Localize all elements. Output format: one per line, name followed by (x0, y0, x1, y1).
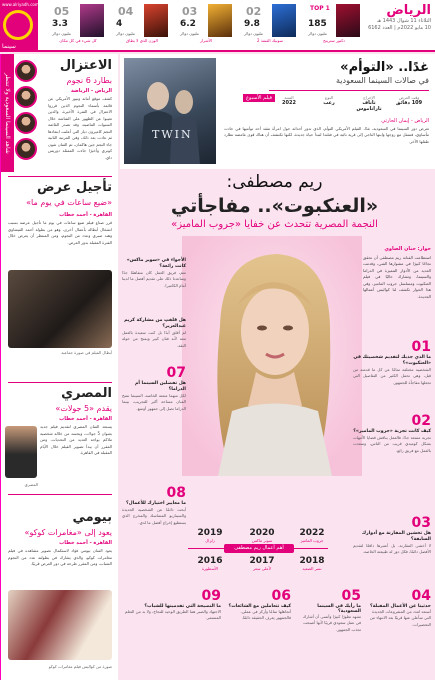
qa-number: 06 (271, 588, 291, 604)
avatar (15, 138, 37, 160)
year-value: 2019 (197, 528, 223, 538)
qa-question: كيف تتعاملين مع الشائعات؟ (228, 604, 291, 609)
photo-caption: صورة من كواليس فيلم مغامرات كوكو (48, 664, 112, 669)
qa-question: ما الذي جذبك لتقديم شخصيتك في «العنكبوت»؟ (353, 355, 431, 366)
website-url: www.alriyadh.com (2, 2, 39, 7)
year-title: الأسطورة (201, 566, 219, 571)
story-byline: الرياض - الرياضة (70, 88, 112, 94)
divider (8, 382, 112, 383)
career-timeline (188, 528, 328, 578)
story-heading: بيومي (72, 510, 112, 525)
story-byline: القاهرة - أحمد خطاب (59, 540, 112, 546)
timeline-year (292, 528, 332, 543)
qa-block (353, 340, 431, 404)
story-subheading: بطارد 6 نجوم (66, 76, 112, 85)
qa-answer: أتجاهلها تمامًا وأركز في عملي، فالجمهور يعرف الحقيقة دائمًا. (240, 609, 291, 621)
timeline-year (190, 556, 230, 571)
feature-headline: «العنكبوت».. مفاجأتي (170, 195, 379, 217)
qa-block (122, 258, 186, 314)
info-label: الإخراج (363, 95, 375, 100)
qa-answer: تشهد تطورًا كبيرًا وأتمنى أن أشارك في عمل سعودي قريبًا لأنها أصبحت تجذب الجمهور. (302, 614, 361, 632)
film-of-week-badge: فيلم الأسبوع (243, 94, 275, 102)
qa-question: كيف كانت تجربة «جروب الماميز»؟ (353, 429, 431, 434)
gross-unit: مليون دولار (180, 31, 199, 36)
qa-number: 09 (201, 588, 221, 604)
gross-value: 4 (116, 19, 123, 29)
rank-number: 03 (182, 5, 198, 18)
qa-question: حدثينا عن الأعمال المقبلة؟ (369, 604, 431, 609)
cinema-section-tab (0, 0, 38, 52)
rank-number: 04 (118, 5, 134, 18)
year-value: 2020 (249, 528, 275, 538)
story-byline: القاهرة - أحمد خطاب (59, 212, 112, 218)
section-badge-icon (3, 10, 33, 40)
cast-photo (8, 590, 112, 660)
avatar (15, 86, 37, 108)
avatar (15, 60, 37, 82)
info-label: وقت العرض (398, 95, 420, 100)
qa-answer: تجربة ممتعة جدًا، فالعمل يناقش قضايا الأمهات بشكل كوميدي قريب من الناس، وسعدت بالعمل مع فريق رائع. (353, 435, 431, 453)
star-portrait (182, 236, 362, 476)
info-item (269, 95, 309, 106)
qa-answer: الشخصية مختلفة تمامًا عن كل ما قدمته من قبل، وهي تحمل الكثير من التفاصيل التي تجعلها مفاجأة للجمهور. (353, 367, 431, 385)
qa-answer: الاجتهاد والصبر هما الطريق الوحيد للنجاح، ولا بد من التعلم المستمر. (124, 609, 221, 621)
year-title: سوبر ماكس (251, 538, 273, 543)
qa-block (367, 588, 431, 669)
article-subheadline: في صالات السينما السعودية (336, 76, 429, 85)
qa-block (122, 366, 186, 424)
year-title: نسر الصعيد (302, 566, 322, 571)
divider (8, 494, 112, 495)
feature-name: ريم مصطفى: (226, 172, 323, 192)
qa-question: هل تخشين المقارنة مع أدوارك السابقة؟ (361, 531, 431, 542)
story-body: يعود الفنان بيومي فؤاد لاستكمال تصوير مشاهده في فيلم مغامرات كوكو، والذي يشارك في بطولته عدد من النجوم الشباب، ومن المقرر طرحه في دور العرض قريبًا. (8, 548, 112, 566)
sidebar-tag: شاهد السينما السعودية ولا تنتظر (1, 54, 14, 172)
info-value: رعب (323, 100, 335, 106)
qa-number: 08 (166, 485, 186, 501)
info-value: 109 دقائق (395, 100, 423, 106)
poster-figures (124, 58, 216, 164)
box-office-item (52, 2, 104, 50)
qa-block (122, 318, 186, 364)
qa-answer: نعم، فريق العمل كان متفاهمًا جدًا وساعدنا ذلك على تقديم أفضل ما لدينا أمام الكاميرا. (122, 270, 186, 288)
qa-number: 03 (411, 515, 431, 531)
qa-answer: أبحث دائمًا عن الشخصية الجديدة والسيناريو المتماسك والمخرج الذي يستطيع إخراج أفضل ما لدي. (122, 507, 186, 525)
year-value: 2022 (299, 528, 325, 538)
group-photo (8, 270, 112, 348)
story-body: كشف موقع أمانة ونيوز الأمريكي عن قائمة بأسماء النجوم الذين قرروا الاعتزال في الفترة الأخيرة، والذين تغيبوا عن الظهور على الشاشة خلال السنوات الماضية، وقد تصدر القائمة النجم كاميرون دياز التي أعلنت ابتعادها ثم عادت بعد ذلك، وفي المرتبة الثانية جاء النجم جين هاكمان، ثم الفنان شون كونري وأخيرًا جاءت الممثلة دوريس داي. (48, 96, 112, 160)
article-body: تعرض دور السينما في السعودية، غدًا، الفيلم الأمريكي التوأم، الذي تدور أحداثه حول امرأة تفقد أحد توأميها في حادث مأساوي، فتنتقل مع زوجها وابنها الناجي إلى قرية نائية في فنلندا لتبدأ حياة جديدة، لكنها تكتشف أن هناك قوى غامضة تطارد طفلها الآخر. (224, 126, 429, 144)
poster-thumbnail (272, 4, 296, 37)
year-title: زلزال (205, 538, 215, 543)
qa-question: الأجواء في «سوبر ماكس» كانت رائعة؟ (126, 258, 186, 269)
qa-question: هل تفضلين السينما أم الدراما؟ (135, 381, 186, 392)
year-value: 2016 (197, 556, 223, 566)
photo-caption: المصري (24, 482, 38, 487)
qa-block (227, 588, 291, 669)
qa-answer: لا أخشى المقارنة، بل أعتبرها دافعًا لتقديم الأفضل دائمًا، فكل دور له طبيعته الخاصة. (353, 543, 431, 555)
info-label: النوع (325, 95, 333, 100)
timeline-year (242, 556, 282, 571)
intro-byline: حوار: حنان الصاوي (384, 246, 431, 252)
box-office-item (308, 2, 360, 50)
info-label: السنة (284, 95, 294, 100)
info-item (349, 95, 389, 112)
avatar (15, 112, 37, 134)
twin-poster (124, 58, 216, 164)
masthead-issue: 10 مايو 2022م | العدد 6162 (368, 25, 431, 31)
qa-answer: أستعد لعدد من المشروعات الجديدة التي سأعلن عنها قريبًا بعد الانتهاء من التحضيرات. (369, 609, 431, 627)
qa-number: 01 (411, 339, 431, 355)
qa-answer: لكل منهما متعته الخاصة، السينما تمنح الفنان مساحة أكبر للتجريب، بينما الدراما تصل إلى جمهور أوسع. (122, 393, 186, 411)
poster-thumbnail (80, 4, 104, 37)
film-title: الوزن الذي لا يطاق (126, 38, 158, 43)
box-office-ranks (42, 2, 360, 50)
qa-question: ما معايير اختيارك للأعمال؟ (125, 501, 186, 506)
story-body: قرر صناع فيلم ضيع ساعات في يوم ما تأجيل عرضه بسبب انشغال أبطاله بأعمال أخرى، وهو من بطولة أحمد الفيشاوي وهند صبري وعدد من النجوم، ومن المنتظر أن يعرض خلال الفترة المقبلة بدور العرض. (8, 220, 112, 245)
box-office-item (244, 2, 296, 50)
article-byline: الرياض - إيمان الحارثي (381, 118, 429, 124)
gross-unit: مليون دولار (52, 31, 71, 36)
gross-value: 9.8 (244, 19, 260, 29)
film-title: كل شيء في كل مكان (59, 38, 97, 43)
year-title: لأعلى سعر (252, 566, 272, 571)
qa-block (297, 588, 361, 674)
box-office-item (116, 2, 168, 50)
film-title: دكتور سترينج (323, 38, 345, 43)
story-byline: القاهرة - أحمد خطاب (59, 416, 112, 422)
qa-block (122, 486, 186, 544)
info-item (389, 95, 429, 106)
timeline-year (292, 556, 332, 571)
year-value: 2018 (299, 556, 325, 566)
timeline-year (242, 528, 282, 543)
story-heading: الاعتزال (59, 58, 112, 73)
year-title: جروب الماميز (300, 538, 324, 543)
story-subheading: يعود إلى «مغامرات كوكو» (24, 528, 112, 537)
rank-number: 05 (54, 5, 70, 18)
masthead-date: الثلاثاء 11 شوال 1443 هـ (376, 18, 431, 24)
box-office-item (180, 2, 232, 50)
qa-block (353, 516, 431, 580)
film-title: الأشرار (200, 38, 212, 43)
gross-unit: مليون دولار (116, 31, 135, 36)
qa-question: هل قلقتِ من مشاركة كريم عبدالعزيز؟ (124, 318, 186, 329)
masthead-logo: الرياض (386, 3, 431, 18)
feature-intro (363, 246, 431, 300)
article-headline: غدًا.. «التوأم» (340, 60, 429, 75)
qa-block (353, 414, 431, 478)
gross-unit: مليون دولار (308, 31, 327, 36)
qa-answer: لم أقلق أبدًا بل كنت سعيدة بالعمل معه لأنه فنان كبير ويمنح من حوله الثقة. (122, 330, 186, 348)
story-subheading: «ضيع ساعات في يوم ما» (26, 198, 112, 207)
qa-number: 05 (341, 588, 361, 604)
poster-thumbnail (336, 4, 360, 37)
qa-number: 07 (166, 365, 186, 381)
qa-block (123, 588, 221, 669)
poster-thumbnail (208, 4, 232, 37)
qa-question: ما النصيحة التي تقدمينها للشباب؟ (144, 604, 221, 609)
intro-body: استطاعت الفنانة ريم مصطفى أن تحقق نجاحًا كبيرًا في مشوارها الفني، وقدمت العديد من الأدوار المميزة في الدراما والسينما، وتشارك حاليًا في فيلم العنكبوت ومسلسل جروب الماميز، وفي هذا الحوار تكشف لنا كواليس أعمالها الجديدة. (363, 254, 431, 299)
story-heading: المصري (61, 386, 112, 401)
box-office-strip (0, 0, 435, 52)
story-heading: تأجيل عرض (36, 180, 112, 195)
twin-article (120, 54, 435, 169)
photo-caption: أبطال الفيلم في صورة جماعية (61, 350, 112, 355)
gross-value: 3.3 (52, 19, 68, 29)
story-body: يستعد الفنان المصري لتقديم فيلم جديد بعنوان 5 جولات، ويجسد من خلاله شخصية ملاكم يواجه العديد من التحديات، ومن المقرر أن يبدأ تصوير الفيلم خلال الأيام المقبلة في القاهرة. (40, 424, 112, 455)
story-subheading: يقدم «5 جولات» (55, 404, 112, 413)
poster-thumbnail (144, 4, 168, 37)
info-value: 2022 (282, 100, 296, 106)
section-label: سينما (2, 43, 16, 50)
gross-unit: مليون دولار (244, 31, 263, 36)
qa-number: 04 (411, 588, 431, 604)
feature-header (118, 172, 431, 230)
rank-number: TOP 1 (310, 5, 330, 12)
news-sidebar (0, 54, 118, 680)
gross-value: 185 (308, 19, 327, 29)
info-item (309, 95, 349, 106)
film-title: سونيك القنفذ 2 (257, 38, 283, 43)
film-info-box (269, 90, 429, 116)
year-value: 2017 (249, 556, 275, 566)
info-value: تاناف تاراناموس (356, 100, 382, 112)
timeline-year (190, 528, 230, 543)
masthead (365, 3, 431, 47)
qa-question: ما رأيك في السينما السعودية؟ (317, 604, 361, 614)
timeline-label: أهم أعمال ريم مصطفى (224, 544, 294, 553)
feature-deck: النجمة المصرية تتحدث عن خفايا «جروب الماميز» (171, 219, 378, 230)
divider (8, 176, 112, 177)
gross-value: 6.2 (180, 19, 196, 29)
poster-title: TWIN (152, 128, 193, 141)
qa-number: 02 (411, 413, 431, 429)
portrait-photo (5, 426, 37, 478)
rank-number: 02 (246, 5, 262, 18)
